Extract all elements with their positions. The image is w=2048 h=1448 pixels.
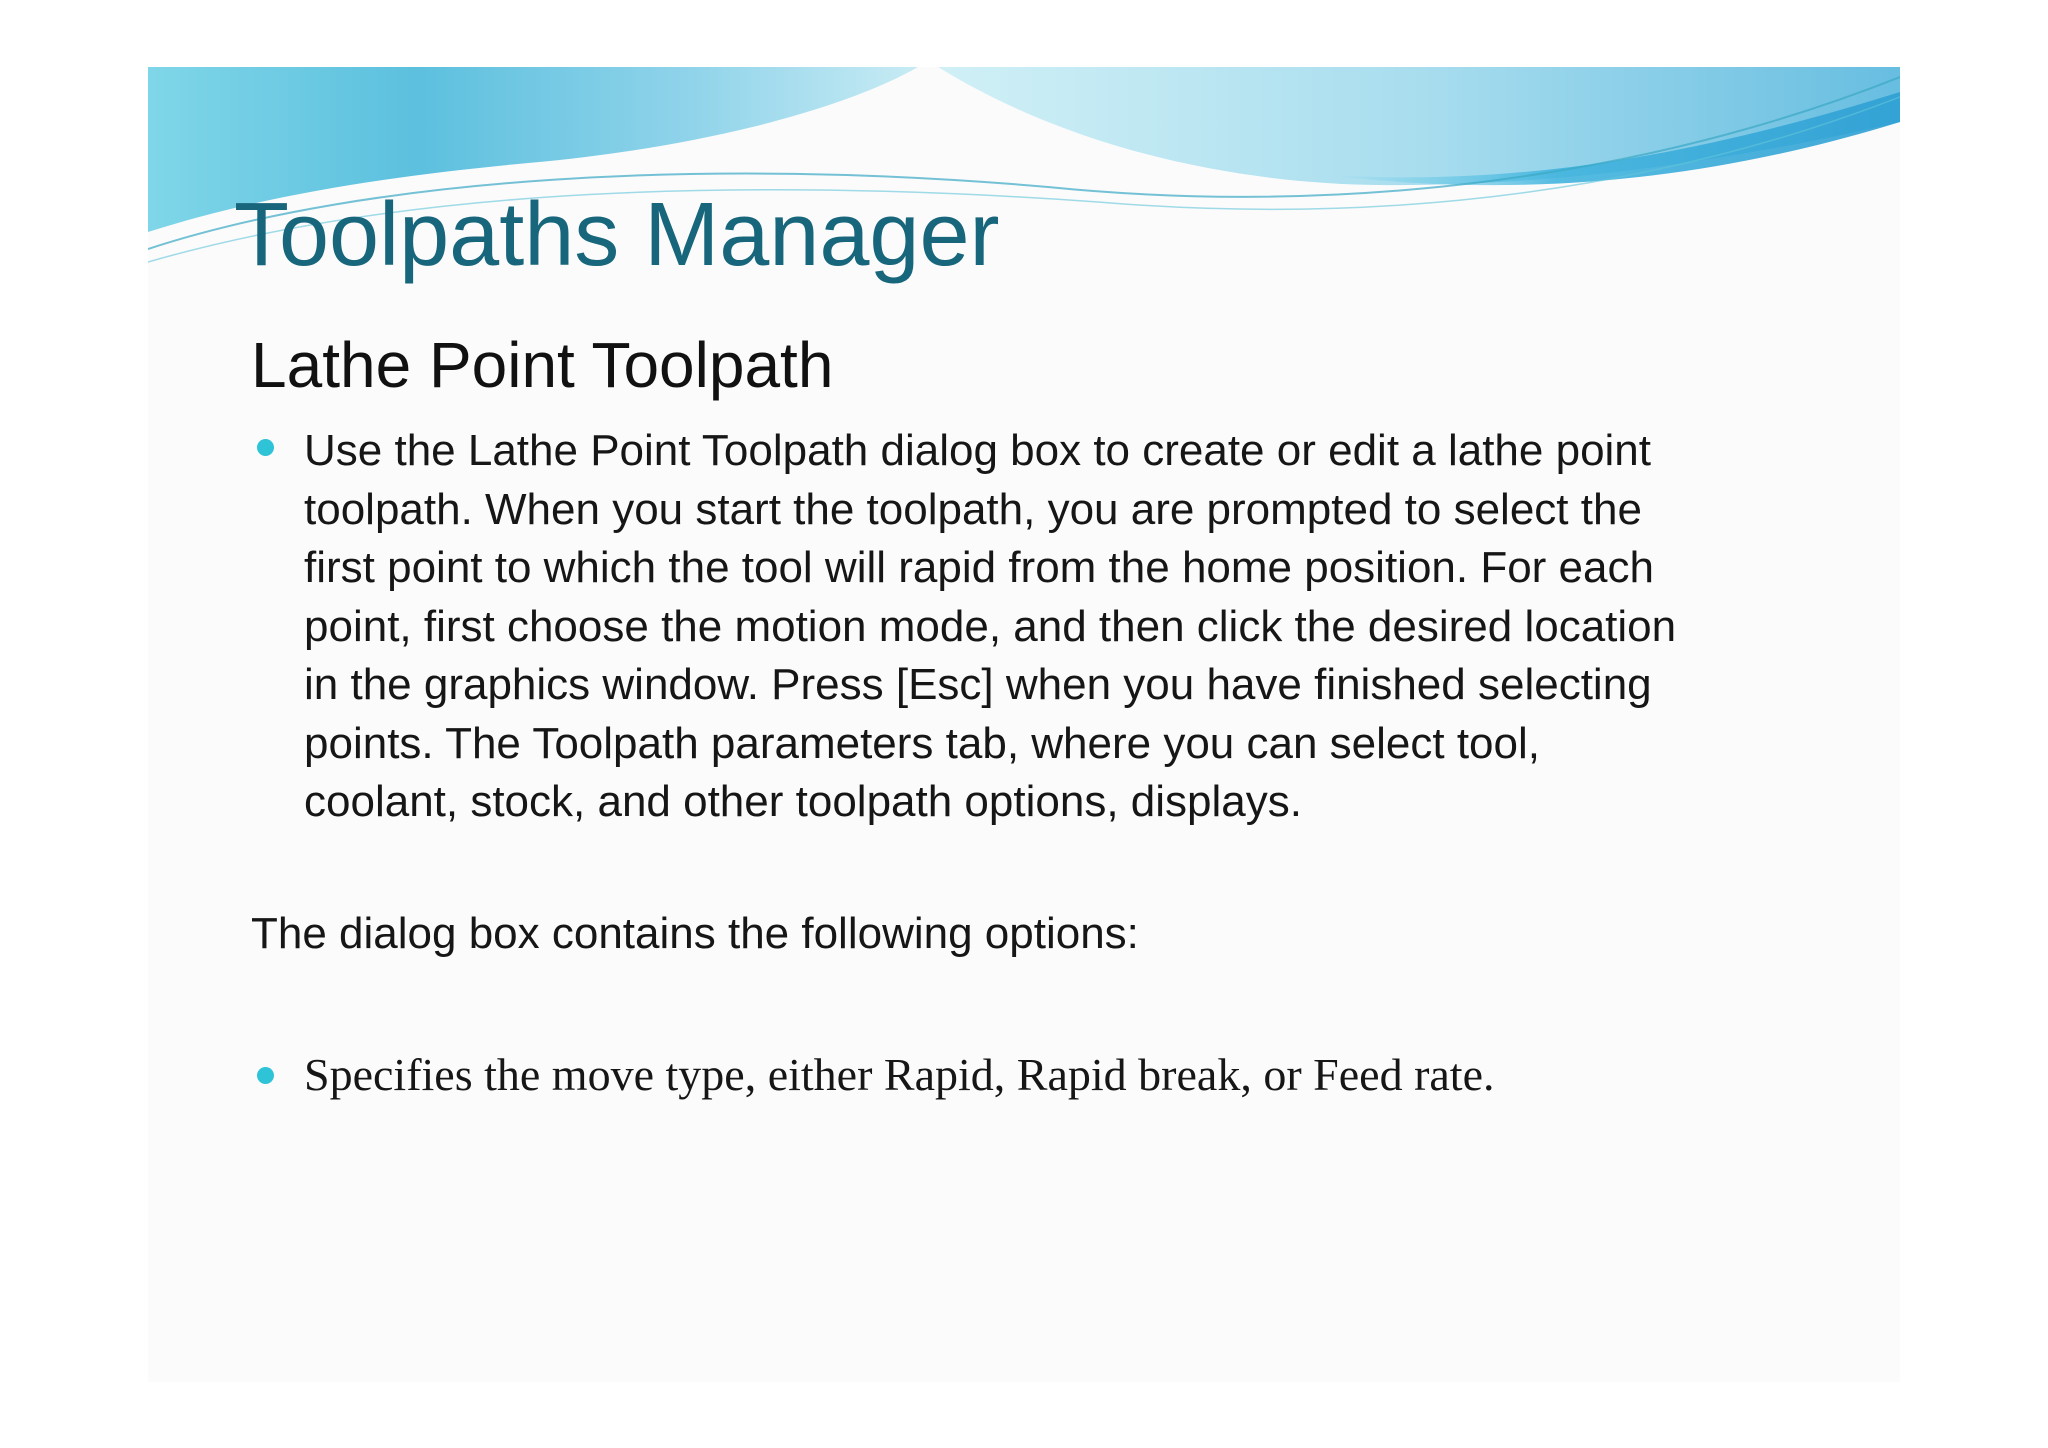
bullet-line: coolant, stock, and other toolpath options, displays. <box>304 777 1302 826</box>
bullet-icon <box>257 439 274 456</box>
section-subtitle: Lathe Point Toolpath <box>251 329 834 401</box>
slide <box>148 67 1900 1382</box>
bullet-line: points. The Toolpath parameters tab, where you can select tool, <box>304 718 1540 768</box>
bullet-line: first point to which the tool will rapid from the home position. For each <box>304 543 1654 592</box>
bullet-line: point, first choose the motion mode, and then click the desired location <box>304 601 1677 651</box>
page-title: Toolpaths Manager <box>234 185 1000 285</box>
option-move-type: Specifies the move type, either Rapid, Rapid break, or Feed rate. <box>304 1049 1495 1100</box>
bullet-paragraph <box>304 422 1794 832</box>
options-intro: The dialog box contains the following options: <box>251 909 1139 958</box>
bullet-icon <box>257 1067 274 1084</box>
bullet-line: toolpath. When you start the toolpath, you are prompted to select the <box>304 484 1642 534</box>
bullet-line: Use the Lathe Point Toolpath dialog box to create or edit a lathe point <box>304 426 1652 475</box>
bullet-line: in the graphics window. Press [Esc] when you have finished selecting <box>304 660 1652 709</box>
